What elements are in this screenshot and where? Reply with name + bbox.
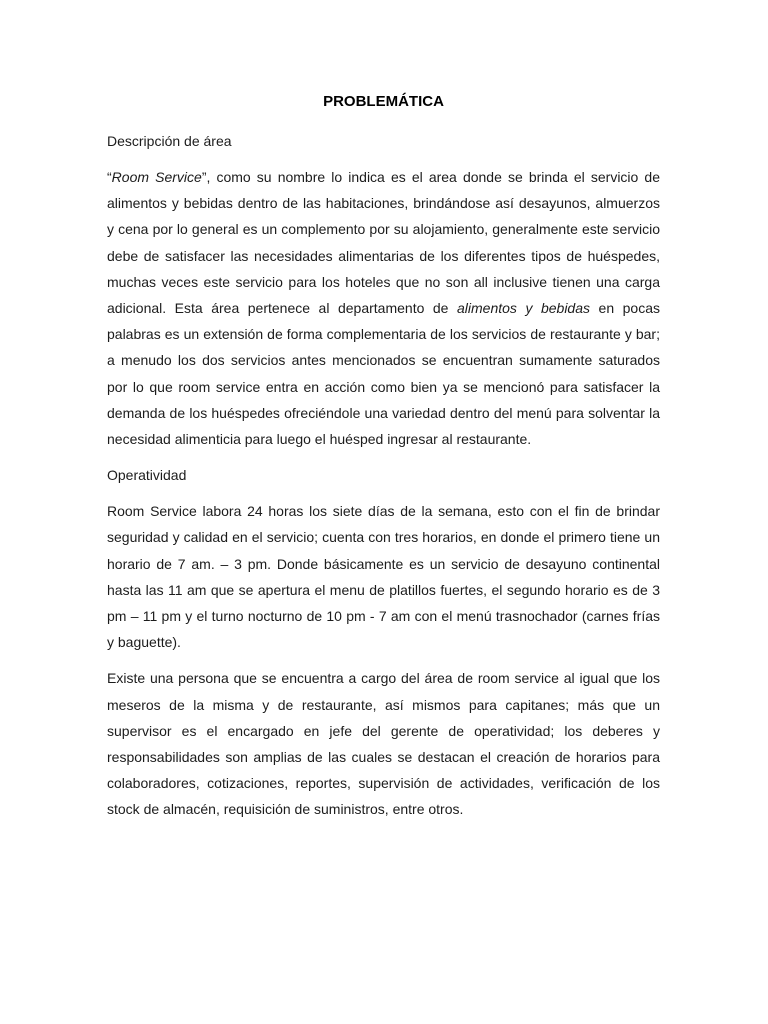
document-page (107, 90, 660, 833)
quote-close: ” (201, 169, 207, 185)
paragraph-responsable: Existe una persona que se encuentra a cargo del área de room service al igual que los meseros de la misma y de restaurante, así mismos para capitanes; más que un supervisor es el encargado en jefe del gerente de operatividad; los deberes y responsabilidades son amplias de las cuales se destacan el creación de horarios para colaboradores, cotizaciones, reportes, supervisión de actividades, verificación de los stock de almacén, requisición de suministros, entre otros. (107, 670, 660, 818)
italic-room-service: Room Service (111, 169, 202, 185)
paragraph-text-a: , como su nombre lo indica es el area donde se brinda el servicio de alimentos y bebidas dentro de las habitaciones, brindándose así desayunos, almuerzos y cena por lo general es un complemento por su alojamiento, generalmente este servicio debe de satisfacer las necesidades alimentarias de los diferentes tipos de huéspedes, muchas veces este servicio para los hoteles que no son all inclusive tienen una carga adicional. Esta área pertenece al departamento de (107, 169, 661, 317)
italic-alimentos-bebidas: alimentos y bebidas (457, 300, 591, 317)
paragraph-text-c: en pocas palabras es un extensión de forma complementaria de los servicios de restaurante y bar; a menudo los dos servicios antes mencionados se encuentran sumamente saturados por lo que room service entra en acción como bien ya se mencionó para satisfacer la demanda de los huéspedes ofreciéndole una variedad dentro del menú para solventar la necesidad alimenticia para luego el huésped ingresar al restaurante. (107, 300, 660, 448)
paragraph-room-service-description (107, 164, 660, 452)
section-heading-descripcion: Descripción de área (107, 133, 232, 149)
section-heading-operatividad: Operatividad (107, 467, 187, 484)
quote-open: “ (107, 169, 112, 185)
paragraph-horarios: Room Service labora 24 horas los siete días de la semana, esto con el fin de brindar seguridad y calidad en el servicio; cuenta con tres horarios, en donde el primero tiene un horario de 7 am. – 3 pm. Donde básicamente es un servicio de desayuno continental hasta las 11 am que se apertura el menu de platillos fuertes, el segundo horario es de 3 pm – 11 pm y el turno nocturno de 10 pm - 7 am con el menú trasnochador (carnes frías y baguette). (107, 503, 660, 651)
document-title: PROBLEMÁTICA (323, 93, 444, 110)
